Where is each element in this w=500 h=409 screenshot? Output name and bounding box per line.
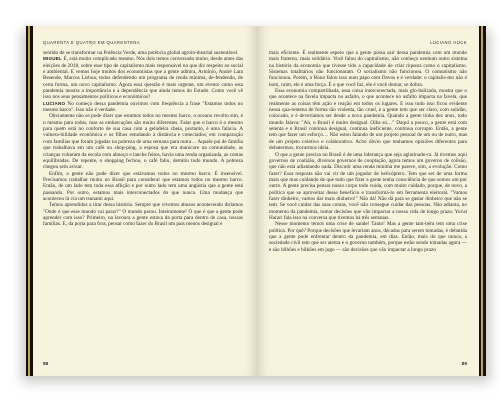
paragraph xyxy=(269,88,467,151)
paragraph xyxy=(269,50,467,88)
cover-edge-left xyxy=(26,26,33,376)
paragraph-text: Essa economia compartilhada, essa coisa interconectada, mais glo-balizada, mostra que o que acontece na favela impacta no asfalto, o que acontece no asfalto impacta na favela, que realmente as coisas têm ação e reação em todos os lugares. E isso tudo isso ficou evidente nessa qua-rentena de forma tão violenta, tão cruel, e a gente tem que ser claro, com solidão, colocado, e é deveríamos ser desde a nova pandemia. Quando a gente tinha dez anos, todo mundo falava: "Ah, o Brasil é muito desigual. Olha só…" Daquí a pouco, a gente está com setenta e o Brasil continua desigual, continua ineficiente, continua corrupto. Então, a gente tem que fazer um esforço… Não estou falando de um projeto pessoal de um ou de outro, mas de um projeto coletivo e colaborativo. Acho óbvio que tenhamos opiniões diferentes para debatermos, trocarmos ideia. xyxy=(269,88,467,152)
running-header-left: QUARENTA E QUATRO EM QUARENTENA xyxy=(43,40,141,45)
paragraph-text: sentido de se transformar na Potência Verde, uma potência global agroin-dustrial sustentável. xyxy=(43,50,239,56)
paragraph-text: Enfim, a gente não pode dizer que estávamos todos no mesmo barco. É insensível. Precisamos trabalhar muito no Brasil para considerar que estamos todos no mesmo barco. Então, de um lado tem toda essa aflição e por outro lado tem uma angústia que a gente está passando. Por outro, estamos mais interconectados do que nunca. Uma mudança que aconteceu lá via um tsunami aqui. xyxy=(43,170,243,202)
paragraph xyxy=(43,113,243,170)
right-page-text xyxy=(269,50,467,253)
paragraph xyxy=(43,171,243,203)
paragraph-text: Temos aprendidos a tirar dessa história. Sempre que vivemos abusos acontecendo diríamos "Onde é que esse mundo vai parar?" O mundo parou. Inteiramente! O que é que a gente pode aprender com isso? Primeiro, na lavoura a gente estava da porta para dentro de casa, nossas famílias. E, da porta para fora, pensar como fazer do Brasil um país menos desigual e xyxy=(43,202,243,228)
paragraph-text: Nesse momento temos uma crise de saúde! Tanto! Mas a gente tam-bém tem uma crise política. Por quê? Porque decisões que levariam anos, décadas para serem tomadas, é debatida que a gente pode enfrentar dentro da pandemia, em dias. Então, mais do que nunca, a sociedade civil tem que ser atenta e o governo também, porque estão sendo tomadas agora — e são bilhões e bilhões em jogo — são decisões que vão impactar a longo prazo xyxy=(269,221,467,253)
left-page-text xyxy=(43,50,243,228)
paragraph-text: mais eficiente. É realmente espero que a gente possa sair dessa pandemia com um mundo mais fraterno, mais solidário. Você falou do capitalismo, não conheço nenhum outro sistema na história da economia que tivesse tido a capacidade de criar riqueza como o capitalismo. Sistemas totalitários não funcionaram. O socialismo não funcionou. O comunismo não funcionou. Porém, o Bono falou isso num papo com Davos e é verdade: o capitalis-mo não é bom, ruim, ele é uma força. É o que você faz, ele é você domar, se dobra. xyxy=(269,50,467,88)
open-book xyxy=(26,26,486,376)
paragraph xyxy=(43,101,243,114)
paragraph xyxy=(43,202,243,227)
cover-edge-right xyxy=(479,26,486,376)
paragraph-text: No começo dessa pandemia ouvimos com frequência a frase "Estamos todos no mesmo barco". Isso não é verdade. xyxy=(43,100,244,114)
paragraph xyxy=(269,221,467,253)
paragraph-text: Obviamente não se pode dizer que estamos todos no mesmo barco, o oceano revolto sim, é o mesmo para todos, mas as embarcações são muito diferentes. Falar que o barco é o mesmo para quem está no conforto de sua casa com a geladeira cheia, portanto, é uma falácia. A vulnera-bilidade econômica e os filhos estudando à distância e conectados, em comparação com famílias que foram jogadas na pobreza de uma semana para outra… Aquele pai de família que trabalhava em um café ou shop-ping, a esposa que era manicure na comunidade, as crianças voltaram da escola com almoço e lanche feitos, havia uma renda organizada, as contas equilibradas. De repente, o shopping fechou, o café faliu, demitiu todo mundo. A pobreza chegou sem avisar. xyxy=(43,113,243,171)
speaker-name: MIGUEL xyxy=(43,56,63,62)
page-number-right: 89 xyxy=(461,362,467,367)
left-page xyxy=(33,26,258,376)
paragraph-text: O que a gente precisa no Brasil é de uma liderança que seja aglutinado-ra. Já tivemos aqui governos de coalizão, diversos governos de cooptação, agora temos um governo de colisão, que não está adiantando nada. Discutir uma renda mínima me parece, sim, a evolução. Como fazer? Essa resposta não vai vir de um jogador de helicóptero. Tem que ser de uma forma mais que mas cuidando de que tudo que fizer a gente tenha consciência de que somos um por outro. A gente precisa pensar nosso corpo todo cuida, com muito cuidado, porque, de novo, a política que se aproveitar desse benefício e transformá-lo em ferramenta eleitoral. "Vamos fazer dinheiro, vamos dar mais dinheiro!" Não dá! Não dá para se gastar dinheiro que não se tem. Se você cuidar das suas contas, você não consegue cuidar das pessoas. Não adianta, no momento da pandemia, tomar decisões que vão impactar a nossa vida de longo prazo. Yuval Harari fala isso na conversa que tivemos há três semanas. xyxy=(269,151,467,221)
paragraph xyxy=(269,152,467,222)
page-number-left: 88 xyxy=(43,362,49,367)
speaker-name: LUCIANO xyxy=(43,100,66,106)
running-header-right: LUCIANO HUCK xyxy=(429,40,467,45)
right-page xyxy=(257,26,479,376)
paragraph-text: É, está muito complicado mesmo. Nós dois temos conversado muito, desde antes das eleições de 2018, sobre esse tipo de capitalismo mais responsável no que diz respeito ao social e ambiental. E vemos hoje muitos dos economistas que a gente admira, Armínio, André Lara Resende, Marcos Lisboa, todos defendendo um programa de renda mínima, de-fendendo, de certa forma, um novo capitalismo. Agora essa questão é mais urgente, um evento como esta pandemia mostra a importância e a dependência que ainda temos do Estado. Como você vê isso nos seus pensamentos políticos e econômicos? xyxy=(43,56,243,101)
paragraph xyxy=(43,56,243,100)
